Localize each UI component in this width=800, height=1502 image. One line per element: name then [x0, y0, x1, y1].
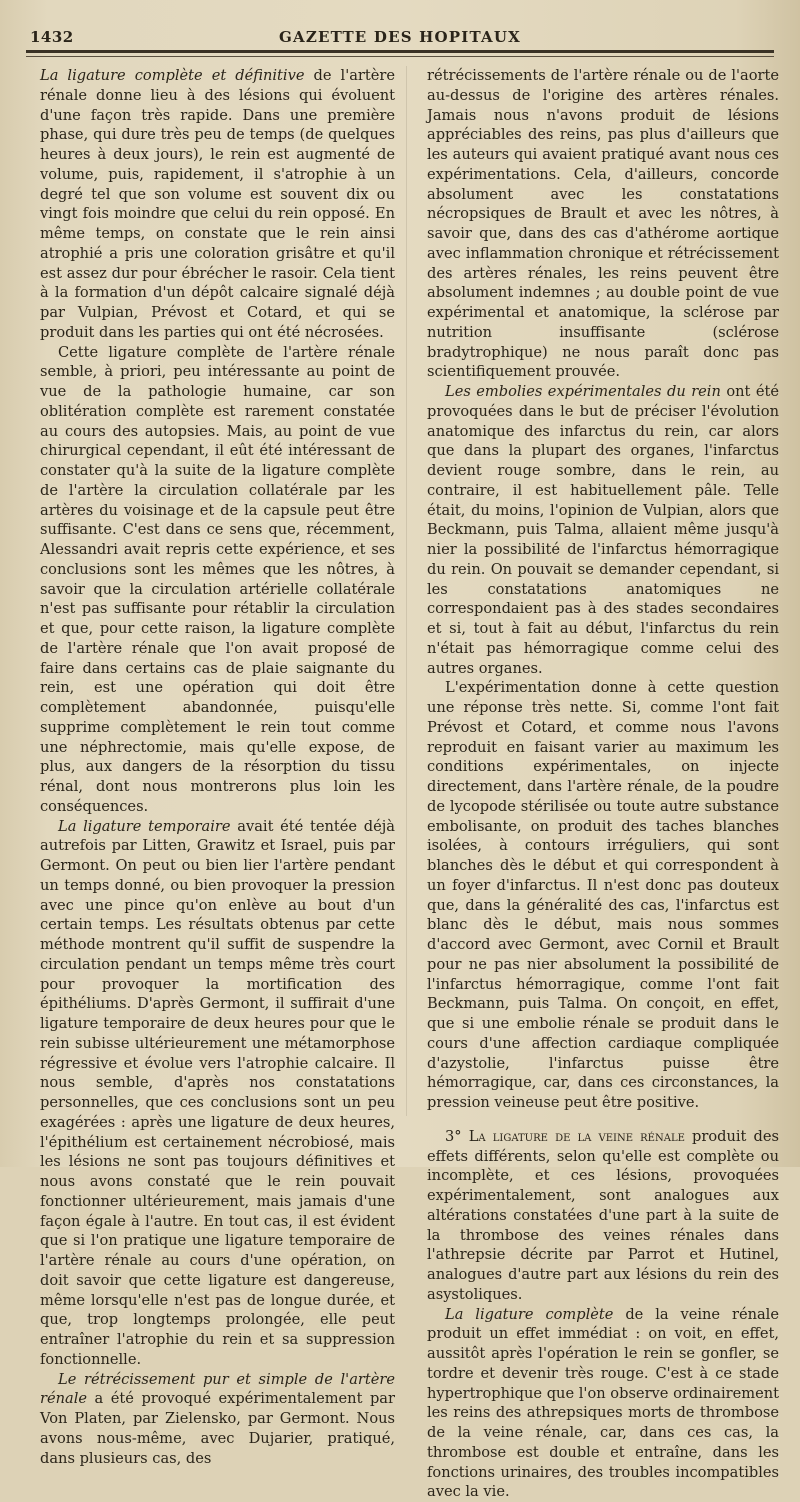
page-header: [26, 28, 774, 52]
section-number: 3°: [445, 1128, 469, 1145]
paragraph-lead: La ligature complète et définitive: [40, 67, 304, 84]
paragraph-lead: Les embolies expérimentales du rein: [445, 383, 721, 400]
left-column: [40, 66, 395, 1468]
paragraph-ligature-complete-artere: [40, 66, 395, 343]
column-gutter: [406, 66, 407, 1116]
paragraph-ligature-interet: Cette ligature complète de l'artère rénale semble, à priori, peu intéressante au point de vue de la pathologie humaine, car son oblitération complète est rarement constatée au cours des autopsies. Mais, au point de vue chirurgical cependant, il eût été intéressant de constater qu'à la suite de la ligature complète de l'artère la circulation collatérale par les artères du voisinage et de la capsule peut être suffisante. C'est dans ce sens que, récemment, Alessandri avait repris cette expérience, et ses conclusions sont les mêmes que les nôtres, à savoir que la circulation artérielle collatérale n'est pas suffisante pour rétablir la circulation et que, pour cette raison, la ligature complète de l'artère rénale que l'on avait proposé de faire dans certains cas de plaie saignante du rein, est une opération qui doit être complètement abandonnée, puisqu'elle supprime complètement le rein tout comme une néphrectomie, mais qu'elle expose, de plus, aux dangers de la résorption du tissu rénal, dont nous montrerons plus loin les conséquences.: [40, 343, 395, 817]
running-title: GAZETTE DES HOPITAUX: [26, 28, 774, 46]
paragraph-text: a été provoqué expérimentalement par Von Platen, par Zielensko, par Germont. Nous avons nous-même, avec Dujarier, pratiqué, dans plusieurs cas, des: [40, 1390, 395, 1466]
paragraph-text: avait été tentée déjà autrefois par Litten, Grawitz et Israel, puis par Germont. On peut ou bien lier l'artère pendant un temps donné, ou bien provoquer la pression avec une pince qu'on enlève au bout d'un certain temps. Les résultats obtenus par cette méthode montrent qu'il suffit de suspendre la circulation pendant un temps même très court pour provoquer la mortification des épithéliums. D'après Germont, il suffirait d'une ligature temporaire de deux heures pour que le rein subisse ultérieurement une métamorphose régressive et évolue vers l'atrophie calcaire. Il nous semble, d'après nos constatations personnelles, que ces conclusions sont un peu exagérées : après une ligature de deux heures, l'épithélium est certainement nécrobiosé, mais les lésions ne sont pas toujours définitives et nous avons constaté que le rein pouvait fonctionner ultérieurement, mais jamais d'une façon égale à l'autre. En tout cas, il est évident que si l'on pratique une ligature temporaire de l'artère rénale au cours d'une opération, on doit savoir que cette ligature est dangereuse, même lorsqu'elle n'est pas de longue durée, et que, trop longtemps prolongée, elle peut entraîner l'atrophie du rein et sa suppression fonctionnelle.: [40, 818, 395, 1368]
paragraph-experimentation: L'expérimentation donne à cette question une réponse très nette. Si, comme l'ont fait Prévost et Cotard, et comme nous l'avons reproduit en faisant varier au maximum les conditions expérimentales, on injecte directement, dans l'artère rénale, de la poudre de lycopode stérilisée ou toute autre substance embolisante, on produit des taches blanches isolées, à contours irréguliers, qui sont blanches dès le début et qui correspondent à un foyer d'infarctus. Il n'est donc pas douteux que, dans la généralité des cas, l'infarctus est blanc dès le début, mais nous sommes d'accord avec Germont, avec Cornil et Brault pour ne pas nier absolument la possibilité de l'infarctus hémorragique, comme l'ont fait Beckmann, puis Talma. On conçoit, en effet, que si une embolie rénale se produit dans le cours d'une affection cardiaque compliquée d'azystolie, l'infarctus puisse être hémorragique, car, dans ces circonstances, la pression veineuse peut être positive.: [427, 678, 779, 1113]
paragraph-retrecissement: [40, 1370, 395, 1469]
paragraph-text: de l'artère rénale donne lieu à des lésions qui évoluent d'une façon très rapide. Dans une première phase, qui dure très peu de temps (de quelques heures à deux jours), le rein est augmenté de volume, puis, rapidement, il s'atrophie à un degré tel que son volume est souvent dix ou vingt fois moindre que celui du rein opposé. En même temps, on constate que le rein ainsi atrophié a pris une coloration grisâtre et qu'il est assez dur pour ébrécher le rasoir. Cela tient à la formation d'un dépôt calcaire signalé déjà par Vulpian, Prévost et Cotard, et qui se produit dans les parties qui ont été nécrosées.: [40, 67, 395, 341]
section-ligature-veine: [427, 1127, 779, 1305]
section-heading: La ligature de la veine rénale: [469, 1128, 685, 1145]
paragraph-text: produit des effets différents, selon qu'elle est complète ou incomplète, et ces lésions, provoquées expérimentalement, sont analogues aux altérations constatées d'une part à la suite de la thrombose des veines rénales dans l'athrepsie décrite par Parrot et Hutinel, analogues d'autre part aux lésions du rein des asystoliques.: [427, 1128, 779, 1303]
paragraph-text: de la veine rénale produit un effet immédiat : on voit, en effet, aussitôt après l'opération le rein se gonfler, se tordre et devenir très rouge. C'est à ce stade hypertrophique que l'on observe ordinairement les reins des athrepsiques morts de thrombose de la veine rénale, car, dans ces cas, la thrombose est double et entraîne, dans les fonctions urinaires, des troubles incompatibles avec la vie.: [427, 1306, 779, 1501]
paragraph-text: ont été provoquées dans le but de préciser l'évolution anatomique des infarctus du rein, car alors que dans la plupart des organes, l'infarctus devient rouge sombre, dans le rein, au contraire, il est habituellement pâle. Telle était, du moins, l'opinion de Vulpian, alors que Beckmann, puis Talma, allaient même jusqu'à nier la possibilité de l'infarctus hémorragique du rein. On pouvait se demander cependant, si les constatations anatomiques ne correspondaient pas à des stades secondaires et si, tout à fait au début, l'infarctus du rein n'était pas hémorragique comme celui des autres organes.: [427, 383, 779, 677]
paragraph-lead: La ligature temporaire: [58, 818, 231, 835]
paragraph-retrecissement-suite: rétrécissements de l'artère rénale ou de l'aorte au-dessus de l'origine des artères rénales. Jamais nous n'avons produit de lésions appréciables des reins, pas plus d'ailleurs que les auteurs qui avaient pratiqué avant nous ces expérimentations. Cela, d'ailleurs, concorde absolument avec les constatations nécropsiques de Brault et avec les nôtres, à savoir que, dans des cas d'athérome aortique avec inflammation chronique et rétrécissement des artères rénales, les reins peuvent être absolument indemnes ; au double point de vue expérimental et anatomique, la sclérose par nutrition insuffisante (sclérose bradytrophique) ne nous paraît donc pas scientifiquement prouvée.: [427, 66, 779, 382]
paragraph-lead: La ligature complète: [445, 1306, 613, 1323]
right-column: [427, 66, 779, 1502]
header-rule-thick: [26, 50, 774, 53]
paragraph-ligature-complete-veine: [427, 1305, 779, 1502]
paragraph-embolies: [427, 382, 779, 678]
page-number: 1432: [30, 28, 74, 46]
paragraph-ligature-temporaire: [40, 817, 395, 1370]
header-rule-thin: [26, 56, 774, 57]
paragraph-lead: Le rétrécissement pur et simple de l'artère rénale: [40, 1371, 395, 1408]
